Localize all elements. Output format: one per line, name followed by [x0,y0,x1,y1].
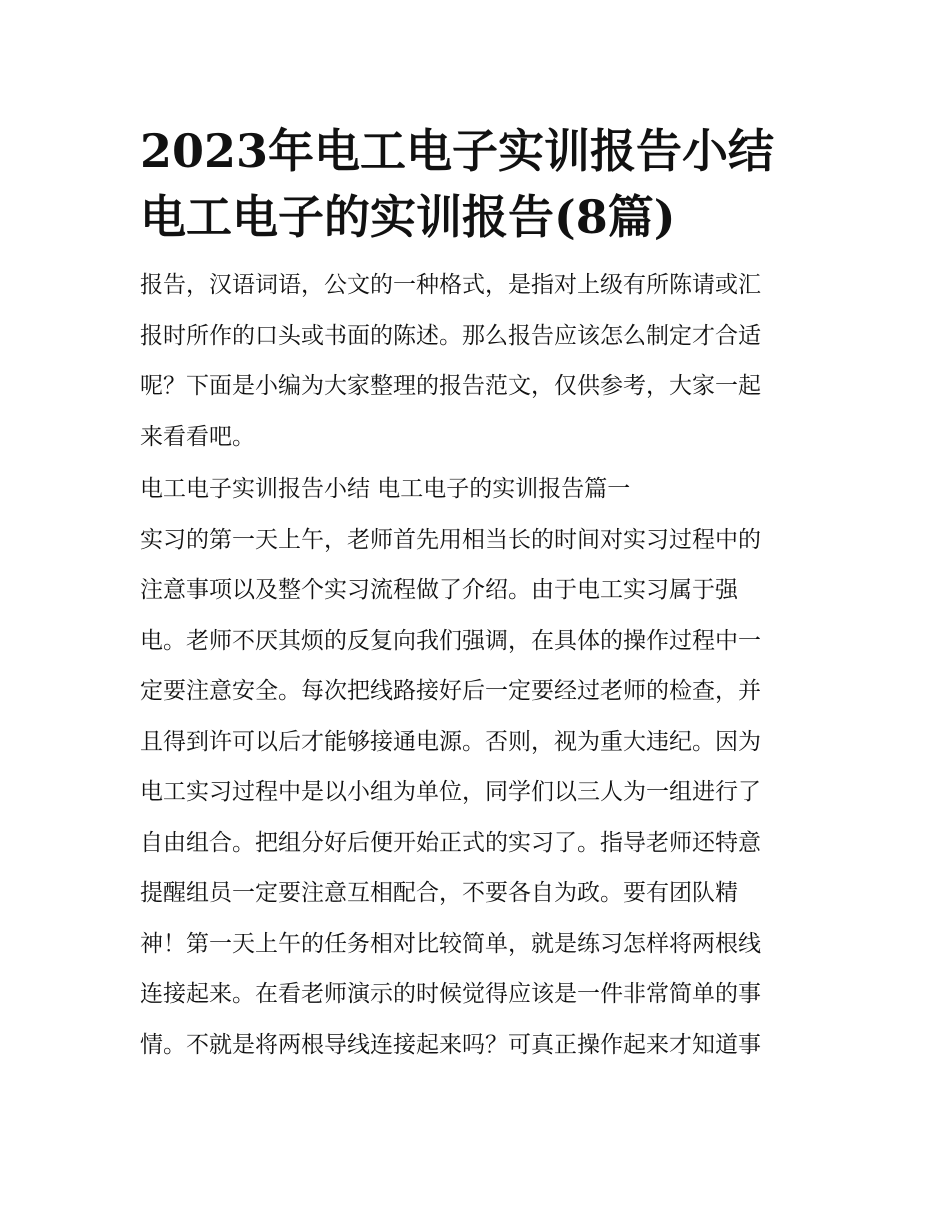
body-line: 定要注意安全。每次把线路接好后一定要经过老师的检查，并 [140,678,761,704]
body-line: 电工实习过程中是以小组为单位，同学们以三人为一组进行了 [140,779,761,805]
intro-paragraph [140,260,812,462]
body-line: 自由组合。把组分好后便开始正式的实习了。指导老师还特意 [140,829,761,856]
intro-line: 报时所作的口头或书面的陈述。那么报告应该怎么制定才合适 [140,322,761,349]
body-line: 提醒组员一定要注意互相配合，不要各自为政。要有团队精 [140,880,738,906]
body-line: 实习的第一天上午，老师首先用相当长的时间对实习过程中的 [140,526,761,553]
intro-line: 报告，汉语词语，公文的一种格式，是指对上级有所陈请或汇 [140,272,761,298]
body-line: 且得到许可以后才能够接通电源。否则，视为重大违纪。因为 [140,728,761,755]
intro-line: 呢？下面是小编为大家整理的报告范文，仅供参考，大家一起 [140,373,761,399]
document-page [140,118,812,1070]
body-paragraph [140,515,812,1071]
body-line: 神！第一天上午的任务相对比较简单，就是练习怎样将两根线 [140,930,761,957]
body-line: 电。老师不厌其烦的反复向我们强调，在具体的操作过程中一 [140,627,761,654]
intro-line: 来看看吧。 [140,423,255,450]
document-title-line-2: 电工电子的实训报告(8篇) [140,190,676,244]
body-line: 连接起来。在看老师演示的时候觉得应该是一件非常简单的事 [140,981,761,1007]
body-line: 注意事项以及整个实习流程做了介绍。由于电工实习属于强 [140,577,738,603]
document-title-line-1: 2023年电工电子实训报告小结 [140,124,775,178]
body-line: 情。不就是将两根导线连接起来吗？可真正操作起来才知道事 [140,1031,761,1058]
section-heading: 电工电子实训报告小结 电工电子的实训报告篇一 [140,476,631,502]
